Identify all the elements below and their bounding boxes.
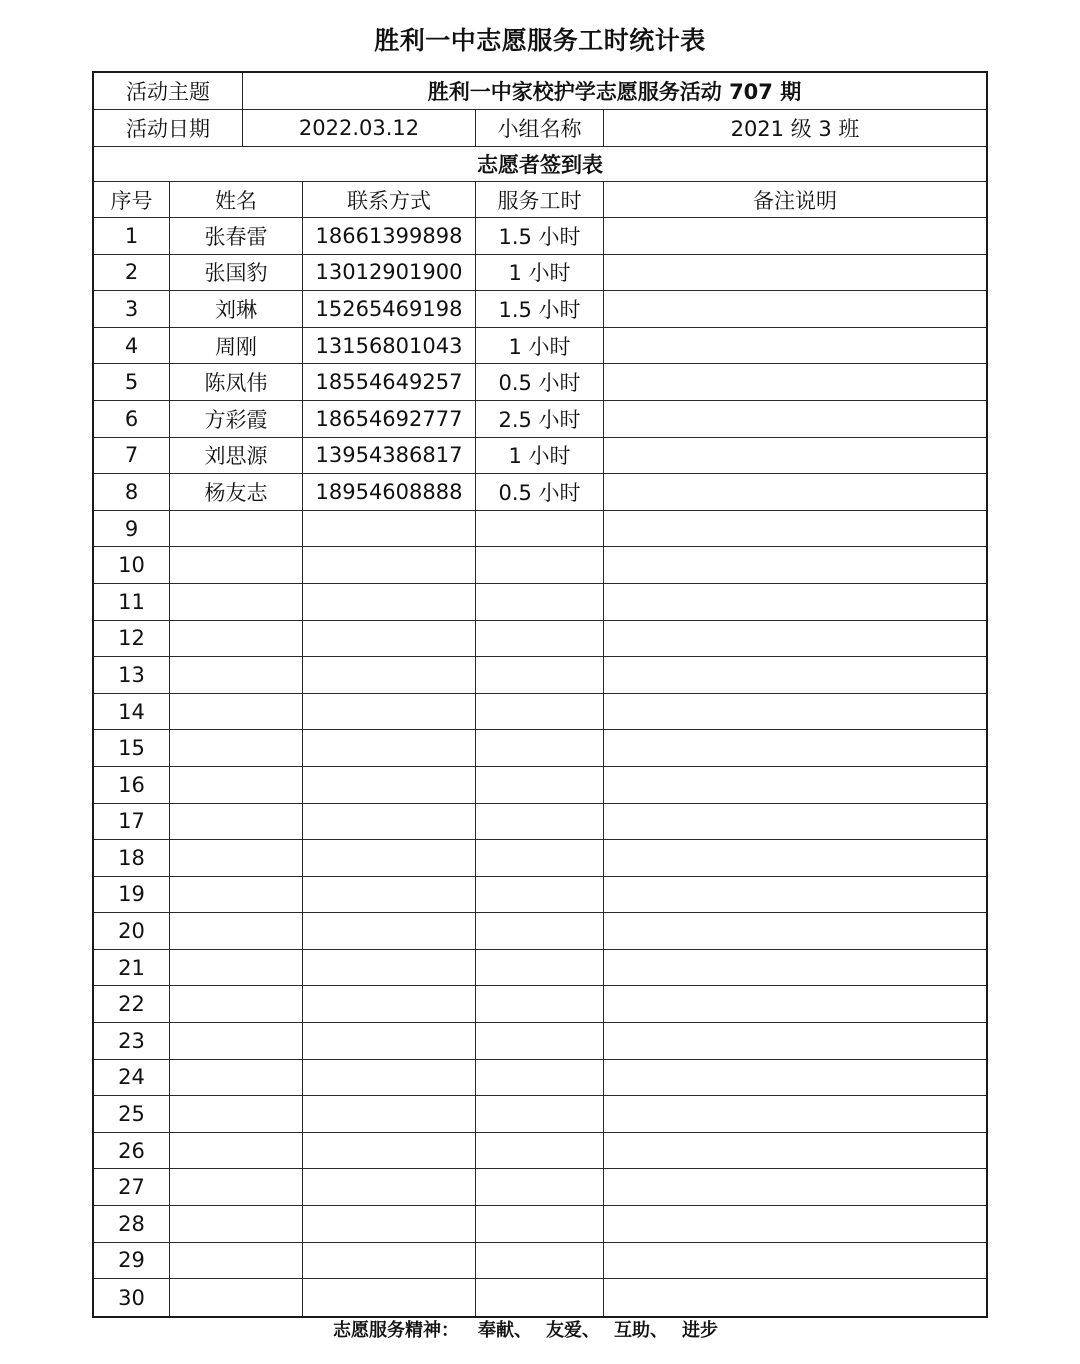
- cell-name: 张国豹: [170, 255, 303, 291]
- cell-name: 刘思源: [170, 438, 303, 474]
- cell-hours: [476, 1096, 604, 1132]
- cell-no: 5: [94, 364, 170, 400]
- cell-hours: [476, 950, 604, 986]
- cell-phone: 18554649257: [303, 364, 476, 400]
- cell-name: [170, 694, 303, 730]
- activity-topic-row: [94, 73, 986, 110]
- table-row: [94, 804, 986, 841]
- cell-no: 28: [94, 1206, 170, 1242]
- table-row: [94, 547, 986, 584]
- cell-name: 刘琳: [170, 291, 303, 327]
- table-row: [94, 1133, 986, 1170]
- cell-phone: [303, 730, 476, 766]
- cell-hours: [476, 730, 604, 766]
- cell-no: 30: [94, 1279, 170, 1316]
- table-body: [94, 218, 986, 1316]
- cell-phone: [303, 1206, 476, 1242]
- cell-name: [170, 877, 303, 913]
- cell-no: 9: [94, 511, 170, 547]
- table-row: [94, 1169, 986, 1206]
- cell-note: [604, 621, 986, 657]
- activity-topic-label: 活动主题: [94, 73, 243, 109]
- table-row: [94, 474, 986, 511]
- cell-name: [170, 621, 303, 657]
- group-name-label: 小组名称: [476, 110, 604, 146]
- cell-note: [604, 913, 986, 949]
- cell-note: [604, 840, 986, 876]
- cell-phone: [303, 1096, 476, 1132]
- cell-name: [170, 584, 303, 620]
- cell-phone: [303, 913, 476, 949]
- table-row: [94, 877, 986, 914]
- cell-no: 20: [94, 913, 170, 949]
- cell-no: 19: [94, 877, 170, 913]
- column-header-no: 序号: [94, 182, 170, 217]
- cell-no: 26: [94, 1133, 170, 1169]
- cell-no: 24: [94, 1060, 170, 1096]
- cell-note: [604, 657, 986, 693]
- cell-phone: [303, 840, 476, 876]
- footer-label: 志愿服务精神：: [333, 1320, 459, 1341]
- table-row: [94, 913, 986, 950]
- cell-name: [170, 657, 303, 693]
- cell-hours: [476, 1206, 604, 1242]
- table-row: [94, 218, 986, 255]
- cell-hours: 1 小时: [476, 328, 604, 364]
- table-row: [94, 1060, 986, 1097]
- table-row: [94, 1243, 986, 1280]
- cell-phone: [303, 1279, 476, 1316]
- table-row: [94, 1023, 986, 1060]
- cell-no: 12: [94, 621, 170, 657]
- cell-name: [170, 1023, 303, 1059]
- cell-phone: 18654692777: [303, 401, 476, 437]
- cell-name: 陈凤伟: [170, 364, 303, 400]
- cell-phone: 13156801043: [303, 328, 476, 364]
- cell-name: [170, 1169, 303, 1205]
- cell-hours: [476, 547, 604, 583]
- cell-phone: [303, 1023, 476, 1059]
- table-row: [94, 986, 986, 1023]
- table-row: [94, 584, 986, 621]
- cell-hours: 0.5 小时: [476, 474, 604, 510]
- cell-phone: [303, 547, 476, 583]
- cell-hours: [476, 657, 604, 693]
- table-row: [94, 291, 986, 328]
- cell-hours: 1 小时: [476, 255, 604, 291]
- cell-no: 25: [94, 1096, 170, 1132]
- cell-phone: [303, 1060, 476, 1096]
- cell-name: [170, 986, 303, 1022]
- activity-topic-value: 胜利一中家校护学志愿服务活动 707 期: [427, 80, 802, 104]
- table-row: [94, 767, 986, 804]
- cell-phone: 15265469198: [303, 291, 476, 327]
- table-row: [94, 255, 986, 292]
- cell-name: 杨友志: [170, 474, 303, 510]
- cell-hours: [476, 1060, 604, 1096]
- cell-phone: [303, 1169, 476, 1205]
- cell-note: [604, 511, 986, 547]
- table-row: [94, 950, 986, 987]
- cell-note: [604, 804, 986, 840]
- cell-hours: [476, 804, 604, 840]
- cell-note: [604, 291, 986, 327]
- cell-note: [604, 547, 986, 583]
- cell-hours: 1.5 小时: [476, 291, 604, 327]
- page-title: 胜利一中志愿服务工时统计表: [374, 26, 706, 55]
- cell-no: 14: [94, 694, 170, 730]
- cell-hours: [476, 1243, 604, 1279]
- cell-hours: [476, 986, 604, 1022]
- cell-note: [604, 877, 986, 913]
- column-header-phone: 联系方式: [303, 182, 476, 217]
- cell-phone: 18661399898: [303, 218, 476, 254]
- table-row: [94, 840, 986, 877]
- cell-no: 7: [94, 438, 170, 474]
- cell-phone: [303, 877, 476, 913]
- cell-phone: [303, 584, 476, 620]
- cell-name: 周刚: [170, 328, 303, 364]
- footer-value: 友爱、: [546, 1320, 600, 1341]
- cell-no: 15: [94, 730, 170, 766]
- cell-name: [170, 730, 303, 766]
- cell-name: 方彩霞: [170, 401, 303, 437]
- table-row: [94, 1096, 986, 1133]
- cell-name: [170, 840, 303, 876]
- cell-name: [170, 511, 303, 547]
- cell-phone: 13012901900: [303, 255, 476, 291]
- footer-value: 进步: [682, 1320, 718, 1341]
- table-row: [94, 364, 986, 401]
- cell-no: 27: [94, 1169, 170, 1205]
- cell-hours: [476, 767, 604, 803]
- cell-name: [170, 1133, 303, 1169]
- cell-note: [604, 218, 986, 254]
- cell-phone: [303, 986, 476, 1022]
- cell-note: [604, 364, 986, 400]
- cell-no: 8: [94, 474, 170, 510]
- cell-phone: [303, 694, 476, 730]
- cell-hours: [476, 694, 604, 730]
- cell-phone: [303, 767, 476, 803]
- cell-note: [604, 986, 986, 1022]
- cell-note: [604, 1169, 986, 1205]
- column-header-hours: 服务工时: [476, 182, 604, 217]
- table-row: [94, 401, 986, 438]
- cell-no: 13: [94, 657, 170, 693]
- table-row: [94, 694, 986, 731]
- cell-hours: [476, 621, 604, 657]
- cell-name: [170, 1243, 303, 1279]
- footer-spirit: [333, 1319, 718, 1343]
- column-header-row: [94, 182, 986, 218]
- cell-note: [604, 255, 986, 291]
- table-row: [94, 438, 986, 475]
- cell-note: [604, 950, 986, 986]
- cell-phone: [303, 511, 476, 547]
- cell-no: 22: [94, 986, 170, 1022]
- cell-no: 17: [94, 804, 170, 840]
- cell-hours: [476, 840, 604, 876]
- cell-phone: [303, 804, 476, 840]
- cell-phone: [303, 657, 476, 693]
- cell-hours: 2.5 小时: [476, 401, 604, 437]
- cell-name: [170, 547, 303, 583]
- cell-note: [604, 401, 986, 437]
- volunteer-hours-table: [92, 71, 988, 1318]
- cell-no: 21: [94, 950, 170, 986]
- cell-no: 11: [94, 584, 170, 620]
- cell-no: 23: [94, 1023, 170, 1059]
- table-row: [94, 621, 986, 658]
- section-title: 志愿者签到表: [477, 153, 603, 177]
- cell-hours: [476, 1023, 604, 1059]
- column-header-name: 姓名: [170, 182, 303, 217]
- cell-note: [604, 1060, 986, 1096]
- cell-phone: [303, 950, 476, 986]
- activity-date-label: 活动日期: [94, 110, 243, 146]
- cell-note: [604, 1133, 986, 1169]
- table-row: [94, 657, 986, 694]
- cell-note: [604, 730, 986, 766]
- cell-note: [604, 1096, 986, 1132]
- cell-note: [604, 1243, 986, 1279]
- cell-hours: [476, 584, 604, 620]
- cell-phone: [303, 1133, 476, 1169]
- cell-no: 6: [94, 401, 170, 437]
- table-row: [94, 328, 986, 365]
- cell-hours: [476, 877, 604, 913]
- cell-name: 张春雷: [170, 218, 303, 254]
- table-row: [94, 1279, 986, 1316]
- cell-name: [170, 950, 303, 986]
- cell-no: 18: [94, 840, 170, 876]
- footer-value: 奉献、: [478, 1320, 532, 1341]
- cell-note: [604, 328, 986, 364]
- cell-note: [604, 474, 986, 510]
- cell-note: [604, 1023, 986, 1059]
- section-title-row: [94, 147, 986, 182]
- footer-value: 互助、: [614, 1320, 668, 1341]
- cell-no: 1: [94, 218, 170, 254]
- cell-note: [604, 1279, 986, 1316]
- table-row: [94, 511, 986, 548]
- cell-note: [604, 767, 986, 803]
- cell-hours: 0.5 小时: [476, 364, 604, 400]
- cell-phone: 13954386817: [303, 438, 476, 474]
- cell-name: [170, 1279, 303, 1316]
- cell-no: 29: [94, 1243, 170, 1279]
- group-name-value: 2021 级 3 班: [730, 117, 860, 141]
- cell-name: [170, 1096, 303, 1132]
- cell-note: [604, 438, 986, 474]
- cell-name: [170, 767, 303, 803]
- cell-no: 4: [94, 328, 170, 364]
- cell-note: [604, 584, 986, 620]
- cell-phone: [303, 1243, 476, 1279]
- table-row: [94, 730, 986, 767]
- cell-note: [604, 1206, 986, 1242]
- cell-no: 10: [94, 547, 170, 583]
- cell-name: [170, 1206, 303, 1242]
- activity-date-value: 2022.03.12: [243, 110, 476, 146]
- cell-hours: [476, 1133, 604, 1169]
- cell-hours: [476, 511, 604, 547]
- cell-hours: 1.5 小时: [476, 218, 604, 254]
- cell-hours: [476, 1169, 604, 1205]
- activity-date-row: [94, 110, 986, 147]
- cell-hours: [476, 1279, 604, 1316]
- cell-hours: [476, 913, 604, 949]
- cell-phone: [303, 621, 476, 657]
- table-row: [94, 1206, 986, 1243]
- cell-no: 2: [94, 255, 170, 291]
- cell-hours: 1 小时: [476, 438, 604, 474]
- cell-note: [604, 694, 986, 730]
- cell-no: 16: [94, 767, 170, 803]
- column-header-note: 备注说明: [753, 188, 837, 213]
- cell-name: [170, 1060, 303, 1096]
- cell-name: [170, 804, 303, 840]
- cell-name: [170, 913, 303, 949]
- cell-no: 3: [94, 291, 170, 327]
- cell-phone: 18954608888: [303, 474, 476, 510]
